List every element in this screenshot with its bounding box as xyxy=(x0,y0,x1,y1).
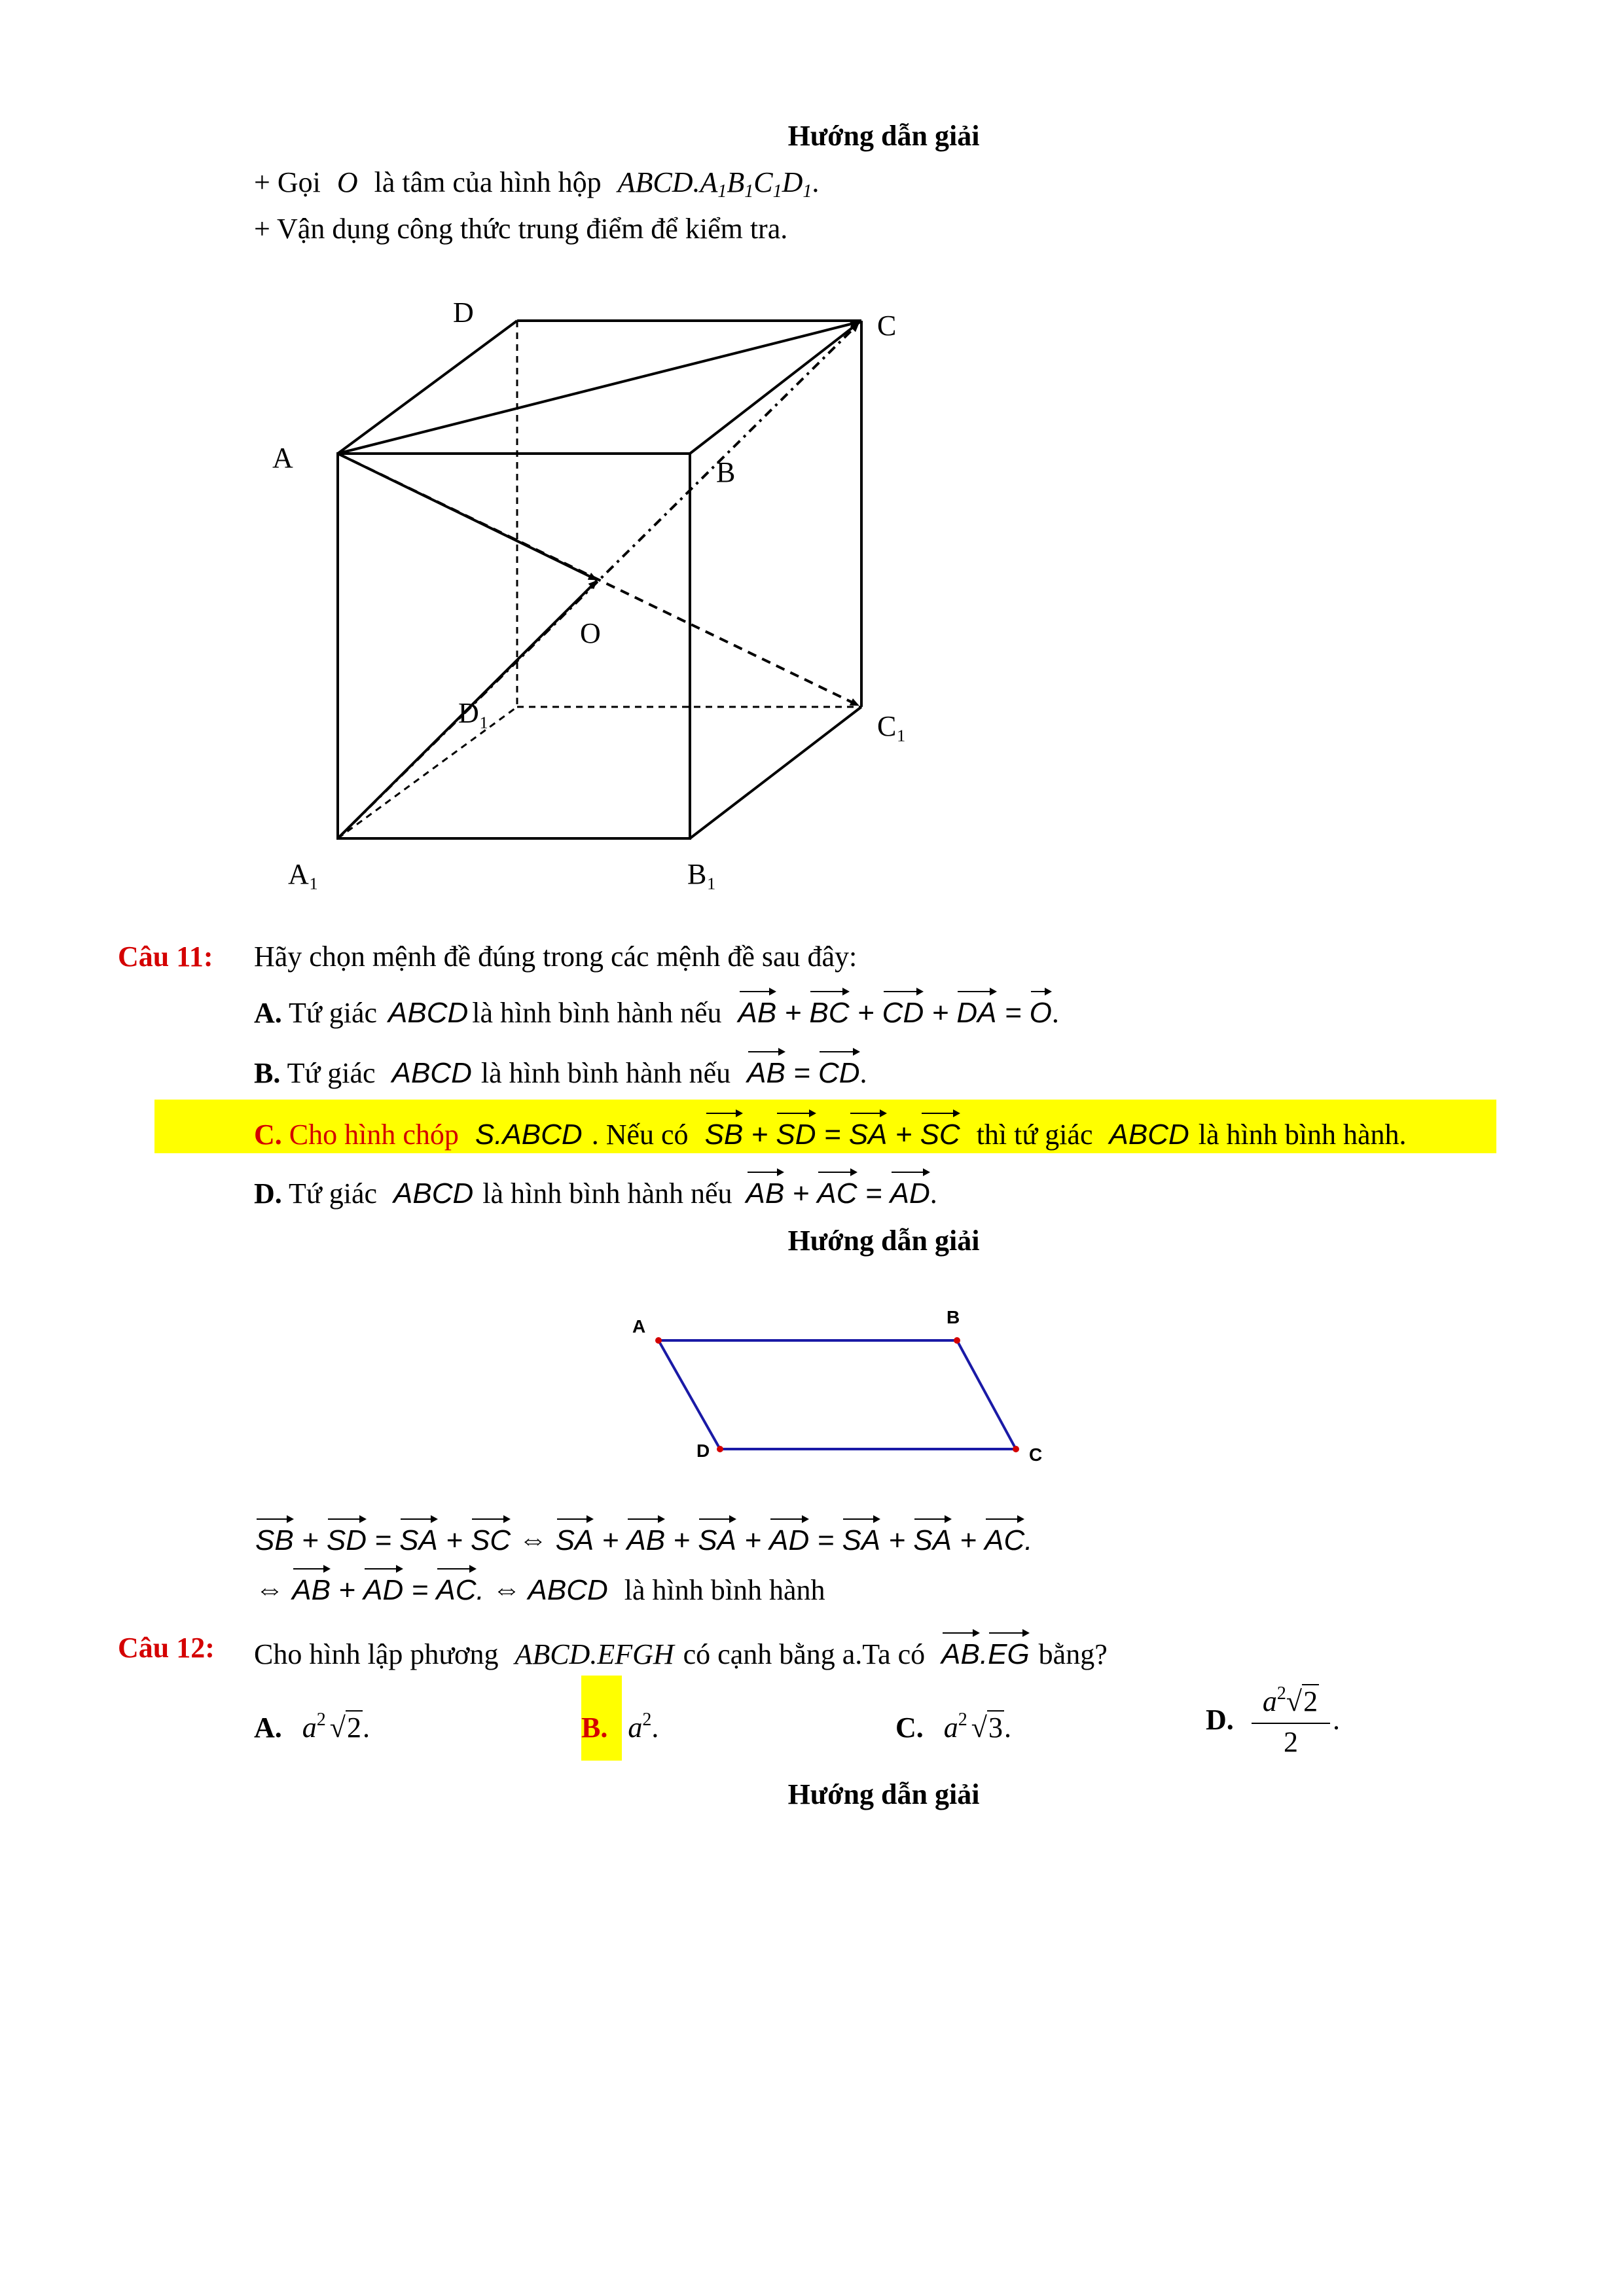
label-O: O xyxy=(580,617,601,649)
label-B: B xyxy=(716,456,736,488)
solution-heading-11: Hướng dẫn giải xyxy=(787,1225,980,1257)
solution-heading-12: Hướng dẫn giải xyxy=(787,1778,980,1810)
label-C1: C₁ xyxy=(877,710,907,742)
vertex-B xyxy=(954,1337,960,1344)
pg-label-D: D xyxy=(696,1441,710,1461)
pg-label-B: B xyxy=(947,1307,960,1327)
option-11-c: C. Cho hình chóp S.ABCD . Nếu có SB + SD = SA + SC thì tứ giác ABCD là hình bình hành. xyxy=(254,1109,1406,1155)
vertex-D xyxy=(717,1446,723,1452)
option-12-b: B. $a^2$. xyxy=(581,1710,659,1744)
option-12-a: A. $a^2$ √2. xyxy=(254,1710,370,1744)
solution-11-line-1: SB + SD = SA + SC ⇔ SA + AB + SA + AD = SA + SA + AC. xyxy=(255,1515,1033,1560)
label-A1: A₁ xyxy=(288,858,319,890)
pg-label-A: A xyxy=(632,1316,646,1336)
pg-label-C: C xyxy=(1029,1444,1043,1465)
option-12-d-end: . xyxy=(1333,1704,1340,1736)
option-12-d-fraction: $a^2√2$ 2 xyxy=(1252,1676,1330,1761)
option-11-a: A. Tứ giác ABCD là hình bình hành nếu AB + BC + CD + DA = O. xyxy=(254,987,1059,1033)
label-C: C xyxy=(877,310,897,342)
label-D1: D₁ xyxy=(458,697,490,729)
label-D: D xyxy=(453,296,474,329)
solution-11-line-2: ⇔ AB + AD = AC. ⇔ ABCD là hình bình hành xyxy=(255,1564,825,1610)
option-11-d: D. Tứ giác ABCD là hình bình hành nếu AB + AC = AD. xyxy=(254,1168,937,1213)
vertex-C xyxy=(1013,1446,1019,1452)
option-12-d: D. xyxy=(1206,1704,1234,1736)
solution-line-midpoint-formula: + Vận dụng công thức trung điểm để kiểm tra. xyxy=(254,213,788,245)
question-11-stem: Câu 11: Hãy chọn mệnh đề đúng trong các mệnh đề sau đây: xyxy=(118,941,857,973)
question-12-stem: Câu 12: Cho hình lập phương ABCD.EFGH có cạnh bằng a.Ta có AB.EG bằng? xyxy=(118,1628,215,1668)
option-12-c: C. $a^2$ √3. xyxy=(895,1710,1011,1744)
vertex-A xyxy=(655,1337,662,1344)
solution-heading-1: Hướng dẫn giải xyxy=(787,120,980,152)
solution-line-center-point: + Gọi O là tâm của hình hộp $ABCD.A_1B_1C_1D_1$. xyxy=(254,166,820,202)
parallelogram-ABCD xyxy=(659,1340,1016,1449)
option-11-b: B. Tứ giác ABCD là hình bình hành nếu AB = CD. xyxy=(254,1047,867,1093)
label-B1: B₁ xyxy=(687,858,717,890)
label-A: A xyxy=(272,442,293,474)
